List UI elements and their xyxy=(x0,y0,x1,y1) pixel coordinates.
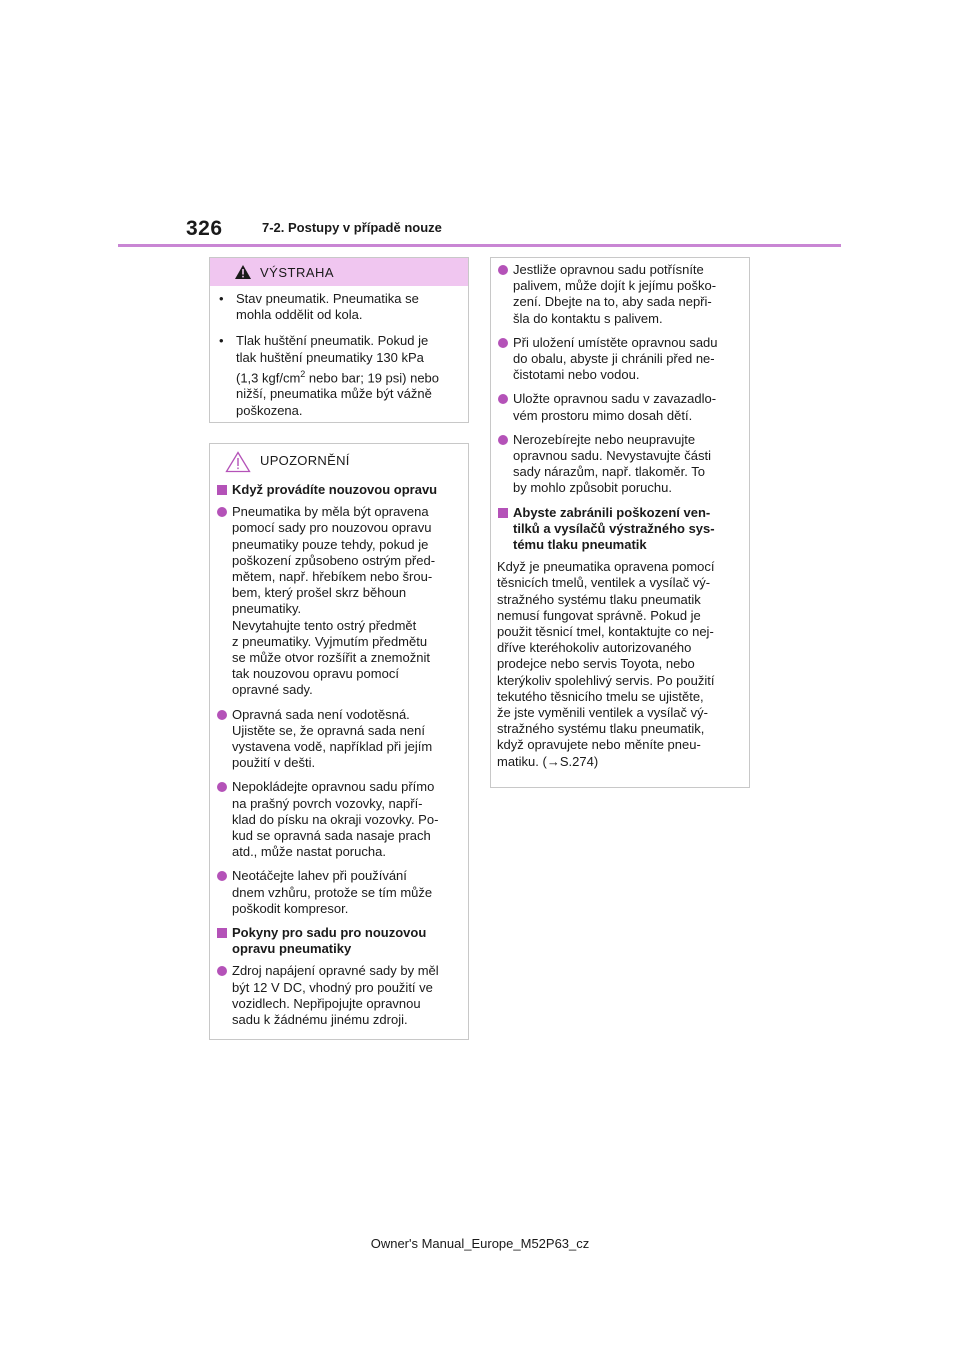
text-line: palivem, může dojít k jejímu poško- xyxy=(513,278,717,294)
text-line: použit těsnicí tmel, kontaktujte co nej- xyxy=(497,624,714,640)
text-line: těsnicích tmelů, ventilek a vysílač vý- xyxy=(497,575,711,591)
text-line: tak nouzovou opravu pomocí xyxy=(232,666,399,682)
text-line: Pneumatika by měla být opravena xyxy=(232,504,429,520)
text-line: kud se opravná sada nasaje prach xyxy=(232,828,431,844)
text-line: z pneumatiky. Vyjmutím předmětu xyxy=(232,633,428,649)
text-line: vystavena vodě, například při jejím xyxy=(232,739,433,755)
square-bullet-icon xyxy=(498,508,508,518)
circle-bullet-icon xyxy=(498,265,508,275)
caution-continued-box xyxy=(490,257,750,788)
square-bullet-icon xyxy=(217,485,227,495)
caution-item xyxy=(216,963,462,1028)
heading-text: tému tlaku pneumatik xyxy=(513,537,647,553)
text-line: Když je pneumatika opravena pomocí xyxy=(497,559,715,575)
page-reference-line: matiku. (→S.274) xyxy=(497,753,599,769)
page-number: 326 xyxy=(186,217,223,240)
circle-bullet-icon xyxy=(498,435,508,445)
footer-manual-id: Owner's Manual_Europe_M52P63_cz xyxy=(370,1236,590,1251)
text-line: Jestliže opravnou sadu potřísníte xyxy=(513,262,704,277)
text-line: použití v dešti. xyxy=(232,755,316,771)
text-line: pomocí sady pro nouzovou opravu xyxy=(232,520,432,536)
heading-text: Pokyny pro sadu pro nouzovou xyxy=(232,925,427,941)
square-bullet-icon xyxy=(217,928,227,938)
text-line: Při uložení umístěte opravnou sadu xyxy=(513,334,718,350)
text-line: mohla oddělit od kola. xyxy=(236,307,363,323)
caution-section-heading xyxy=(497,505,743,554)
text-line: tlak huštění pneumatiky 130 kPa xyxy=(236,349,424,365)
warning-item xyxy=(218,333,460,418)
circle-bullet-icon xyxy=(217,782,227,792)
caution-title: UPOZORNĚNÍ xyxy=(260,453,350,468)
caution-item xyxy=(216,779,462,860)
text-line: do obalu, abyste ji chránili před ne- xyxy=(513,351,715,367)
heading-text: Abyste zabránili poškození ven- xyxy=(513,504,711,520)
text-line: by mohlo způsobit poruchu. xyxy=(513,480,672,496)
text-line: kterýkoliv spolehlivý servis. Po použití xyxy=(497,672,715,688)
text-line: bem, který prošel skrz běhoun xyxy=(232,585,407,601)
section-title: 7-2. Postupy v případě nouze xyxy=(262,220,442,235)
text-fragment: (1,3 kgf/cm xyxy=(236,370,301,386)
warning-item xyxy=(218,291,460,323)
circle-bullet-icon xyxy=(217,966,227,976)
text-line: tekutého těsnicího tmelu se ujistěte, xyxy=(497,688,704,704)
heading-text: Když provádíte nouzovou opravu xyxy=(232,482,438,497)
text-line: sady nárazům, např. tlakoměr. To xyxy=(513,464,705,480)
text-line: Neotáčejte lahev při používání xyxy=(232,868,407,884)
text-line: čistotami nebo vodou. xyxy=(513,367,640,383)
text-line: Zdroj napájení opravné sady by měl xyxy=(232,963,439,979)
text-line: dnem vzhůru, protože se tím může xyxy=(232,884,433,900)
text-line: pneumatiky pouze tehdy, pokud je xyxy=(232,536,429,552)
circle-bullet-icon xyxy=(217,710,227,720)
heading-text: tilků a vysílačů výstražného sys- xyxy=(513,520,715,536)
text-line: pneumatiky. xyxy=(232,601,302,617)
warning-header xyxy=(210,258,468,286)
text-line: se může otvor rozšířit a znemožnit xyxy=(232,650,430,666)
bullet-dot: • xyxy=(219,333,224,349)
text-line: opravné sady. xyxy=(232,682,313,698)
caution-item xyxy=(216,504,462,698)
text-line: poškozena. xyxy=(236,402,303,418)
caution-item xyxy=(497,432,743,497)
caution-box xyxy=(209,443,469,1040)
text-line: Opravná sada není vodotěsná. xyxy=(232,706,410,722)
text-line: dříve kteréhokoliv autorizovaného xyxy=(497,640,692,656)
text-line: že jste vyměnili ventilek a vysílač vý- xyxy=(497,705,708,721)
tpms-paragraph xyxy=(497,559,743,770)
caution-section-heading xyxy=(216,925,462,957)
bullet-dot: • xyxy=(219,291,224,306)
text-line: stražného systému tlaku pneumatik, xyxy=(497,721,705,737)
text-line: být 12 V DC, vhodný pro použití ve xyxy=(232,979,433,995)
text-line: Ujistěte se, že opravná sada není xyxy=(232,722,425,738)
text-line: na prašný povrch vozovky, napří- xyxy=(232,795,423,811)
text-line: opravnou sadu. Nevystavujte části xyxy=(513,448,711,464)
text-line: Nerozebírejte nebo neupravujte xyxy=(513,431,696,447)
caution-section-heading xyxy=(216,482,462,498)
text-line: Nepokládejte opravnou sadu přímo xyxy=(232,779,435,795)
circle-bullet-icon xyxy=(217,871,227,881)
text-line: Nevytahujte tento ostrý předmět xyxy=(232,617,417,633)
caution-header xyxy=(210,444,468,480)
text-line: Tlak huštění pneumatik. Pokud je xyxy=(236,333,429,349)
circle-bullet-icon xyxy=(498,394,508,404)
header-rule xyxy=(118,244,841,247)
superscript: 2 xyxy=(300,368,306,379)
caution-item xyxy=(497,391,743,423)
circle-bullet-icon xyxy=(217,507,227,517)
text-line xyxy=(236,366,460,387)
text-fragment: nebo bar; 19 psi) nebo xyxy=(305,370,440,386)
text-line: nemusí fungovat správně. Pokud je xyxy=(497,607,701,623)
text-line: stražného systému tlaku pneumatik xyxy=(497,591,701,607)
text-line: prodejce nebo servis Toyota, nebo xyxy=(497,656,695,672)
warning-triangle-icon xyxy=(234,264,252,280)
text-line: když opravujete nebo měníte pneu- xyxy=(497,737,701,753)
caution-item xyxy=(497,262,743,327)
caution-item xyxy=(216,868,462,917)
warning-box xyxy=(209,257,469,423)
circle-bullet-icon xyxy=(498,338,508,348)
text-line: mětem, např. hřebíkem nebo šrou- xyxy=(232,569,433,585)
caution-item xyxy=(497,335,743,384)
text-line: atd., může nastat porucha. xyxy=(232,844,386,860)
heading-text: opravu pneumatiky xyxy=(232,941,352,957)
text-line: Stav pneumatik. Pneumatika se xyxy=(236,291,419,306)
caution-item xyxy=(216,707,462,772)
text-line: vozidlech. Nepřipojujte opravnou xyxy=(232,995,421,1011)
text-line: nižší, pneumatika může být vážně xyxy=(236,386,432,402)
text-line: poškození způsobeno ostrým před- xyxy=(232,552,436,568)
text-line: šla do kontaktu s palivem. xyxy=(513,310,663,326)
text-line: vém prostoru mimo dosah dětí. xyxy=(513,407,693,423)
warning-title: VÝSTRAHA xyxy=(260,265,335,280)
caution-triangle-icon xyxy=(225,451,251,473)
text-line: zení. Dbejte na to, aby sada nepři- xyxy=(513,294,712,310)
text-line: sadu k žádnému jinému zdroji. xyxy=(232,1012,408,1028)
text-line: klad do písku na okraji vozovky. Po- xyxy=(232,811,439,827)
text-line: poškodit kompresor. xyxy=(232,900,349,916)
text-line: Uložte opravnou sadu v zavazadlo- xyxy=(513,391,717,407)
